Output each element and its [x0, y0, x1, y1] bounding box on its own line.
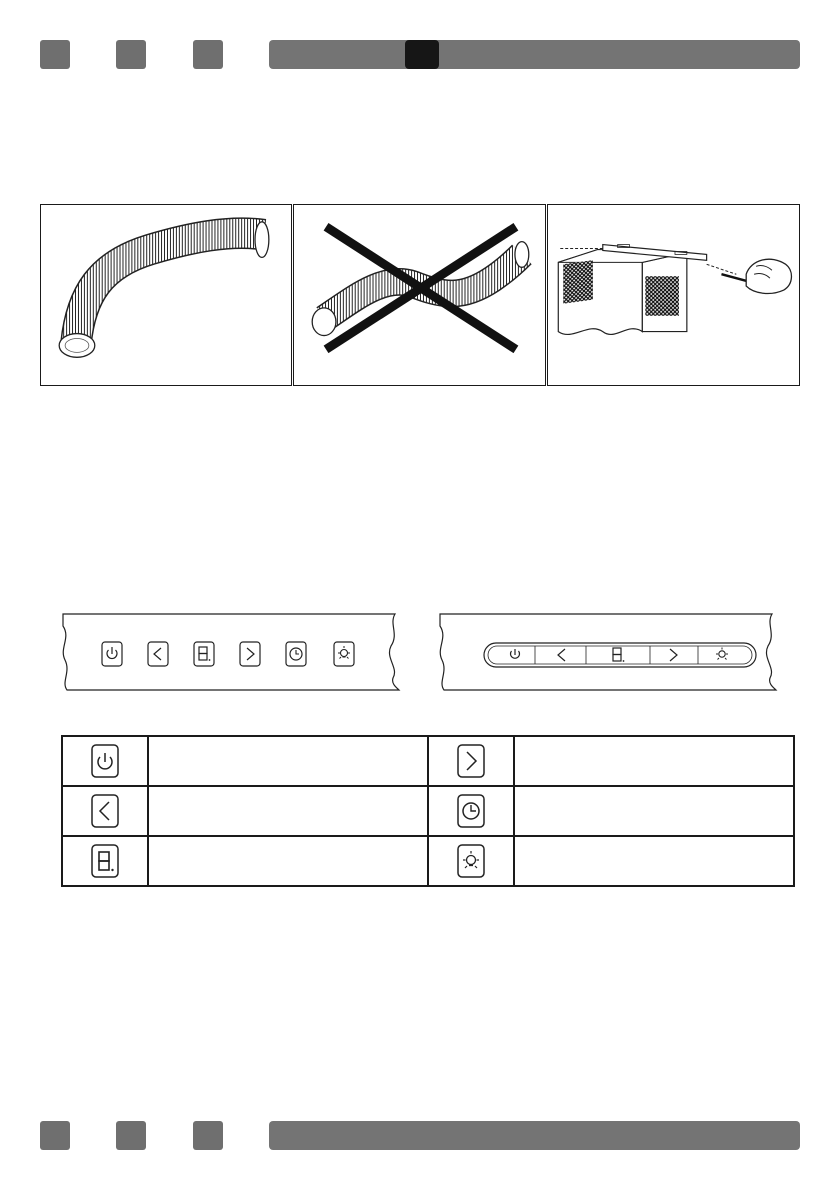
kinked-duct-figure	[293, 204, 546, 386]
flexible-duct-figure	[40, 204, 292, 386]
footer-square-1	[40, 1121, 70, 1150]
panel-a-digit-display-icon	[194, 642, 214, 666]
filter-install-figure	[547, 204, 800, 386]
power-icon	[90, 743, 120, 779]
legend-text-light	[514, 836, 794, 886]
digit-display-icon	[90, 843, 120, 879]
control-panel-b	[432, 612, 784, 692]
legend-text-power	[148, 736, 428, 786]
crossed-out-kinked-duct-icon	[294, 205, 545, 385]
header-bar	[269, 40, 800, 69]
left-arrow-icon	[90, 793, 120, 829]
panel-a-left-arrow-icon[interactable]	[148, 642, 168, 666]
footer-square-3	[193, 1121, 223, 1150]
flexible-duct-icon	[41, 205, 291, 385]
panel-a-timer-icon[interactable]	[286, 642, 306, 666]
legend-text-display	[148, 836, 428, 886]
panel-a-light-icon[interactable]	[334, 642, 354, 666]
legend-text-timer	[514, 786, 794, 836]
screwdriver-hand-mount-icon	[548, 205, 799, 385]
header-square-1	[40, 40, 70, 69]
light-icon	[456, 843, 486, 879]
header-page-marker	[405, 40, 439, 69]
footer-square-2	[116, 1121, 146, 1150]
footer-bar	[269, 1121, 800, 1150]
header-square-2	[116, 40, 146, 69]
control-panel-a	[55, 612, 407, 692]
legend-row	[62, 736, 794, 786]
legend-text-left-arrow	[148, 786, 428, 836]
timer-icon	[456, 793, 486, 829]
legend-row	[62, 786, 794, 836]
header-square-3	[193, 40, 223, 69]
panel-a-right-arrow-icon[interactable]	[240, 642, 260, 666]
panel-a-power-icon[interactable]	[102, 642, 122, 666]
right-arrow-icon	[456, 743, 486, 779]
button-legend-table	[61, 735, 795, 887]
legend-row	[62, 836, 794, 886]
legend-text-right-arrow	[514, 736, 794, 786]
